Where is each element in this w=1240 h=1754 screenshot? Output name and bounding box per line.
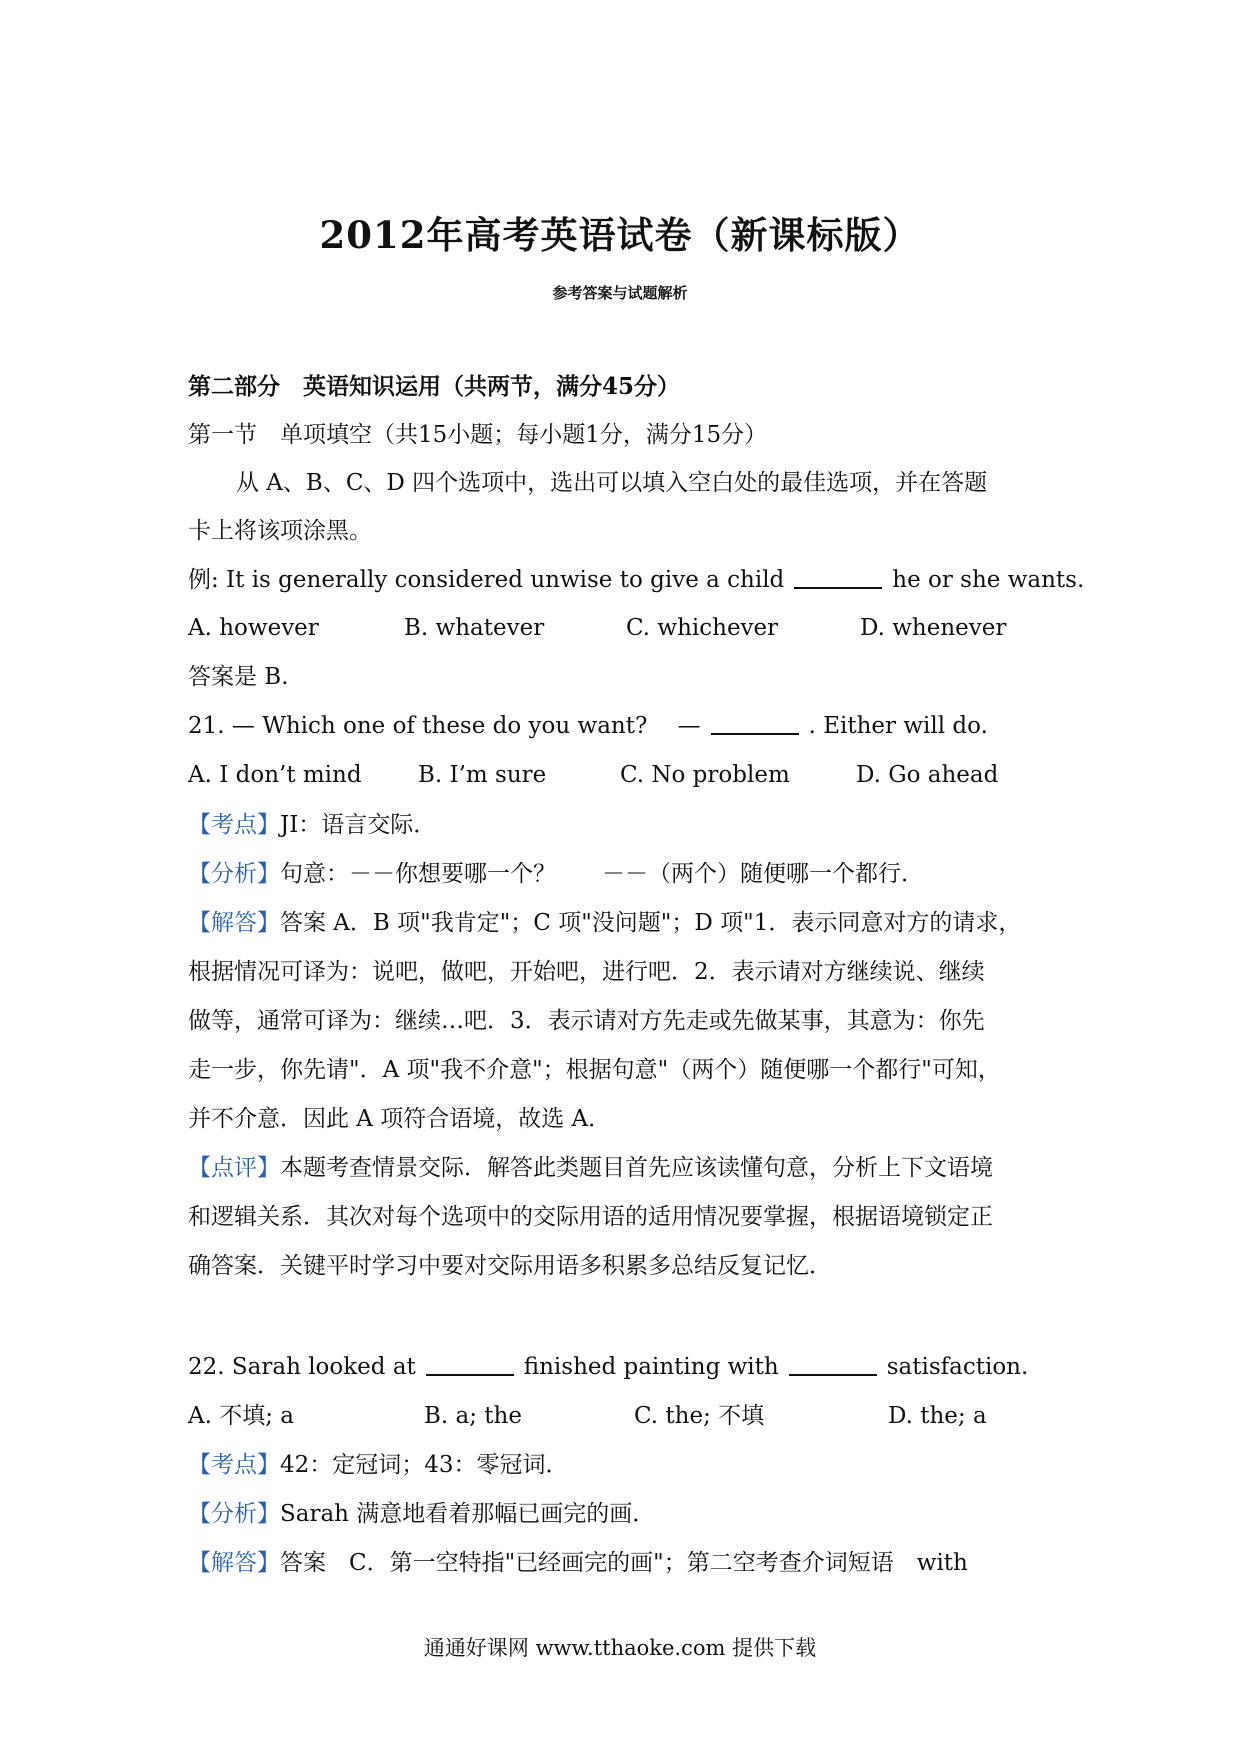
q21-jieda-line-2: 根据情况可译为：说吧，做吧，开始吧，进行吧．2．表示请对方继续说、继续 — [188, 959, 985, 985]
q22-stem-part2: finished painting with — [523, 1354, 779, 1380]
answer-blank — [789, 1374, 877, 1376]
answer-blank — [426, 1374, 514, 1376]
q22-fenxi — [188, 1499, 1058, 1529]
instruction-line-1: 从 A、B、C、D 四个选项中，选出可以填入空白处的最佳选项，并在答题 — [236, 470, 988, 496]
q21-fenxi — [188, 859, 1058, 889]
q21-jieda-line-3: 做等，通常可译为：继续…吧．3．表示请对方先走或先做某事，其意为：你先 — [188, 1008, 985, 1034]
subsection-heading: 第一节 单项填空（共15小题；每小题1分，满分15分） — [188, 422, 768, 448]
q21-dianping-line-1: 本题考查情景交际．解答此类题目首先应该读懂句意，分析上下文语境 — [280, 1155, 993, 1181]
q21-jieda-line-5: 并不介意．因此 A 项符合语境，故选 A． — [188, 1106, 612, 1132]
kaodian-tag: 【考点】 — [188, 1452, 280, 1478]
q22-kaodian — [188, 1450, 1058, 1480]
q22-stem — [188, 1352, 1058, 1382]
example-stem-before: 例: It is generally considered unwise to give a child — [188, 567, 785, 593]
page-footer: 通通好课网 www.tthaoke.com 提供下载 — [423, 1636, 817, 1660]
jieda-tag: 【解答】 — [188, 910, 280, 936]
q21-dianping-line-3: 确答案．关键平时学习中要对交际用语多积累多总结反复记忆． — [188, 1253, 832, 1279]
section-heading: 第二部分 英语知识运用（共两节，满分45分） — [188, 373, 681, 400]
q21-kaodian — [188, 810, 1058, 840]
fenxi-tag: 【分析】 — [188, 861, 280, 887]
q22-jieda-text: 答案 C．第一空特指"已经画完的画"；第二空考查介词短语 with — [280, 1550, 968, 1576]
example-option-b: B. whatever — [404, 615, 545, 641]
jieda-tag: 【解答】 — [188, 1550, 280, 1576]
q21-stem-after: . Either will do. — [808, 713, 988, 739]
q22-fenxi-text: Sarah 满意地看着那幅已画完的画． — [280, 1501, 656, 1527]
q21-dianping-line-2: 和逻辑关系．其次对每个选项中的交际用语的适用情况要掌握，根据语境锁定正 — [188, 1204, 993, 1230]
q21-jieda-line-1: 答案 A．B 项"我肯定"；C 项"没问题"；D 项"1．表示同意对方的请求， — [280, 910, 1022, 936]
q21-option-d: D. Go ahead — [856, 762, 999, 788]
q21-stem-before: 21. — Which one of these do you want? — — [188, 713, 701, 739]
q21-jieda — [188, 908, 1058, 938]
example-answer: 答案是 B. — [188, 664, 289, 690]
page-subtitle: 参考答案与试题解析 — [552, 284, 688, 302]
q21-option-a: A. I don’t mind — [188, 762, 362, 788]
example-option-c: C. whichever — [626, 615, 779, 641]
example-option-a: A. however — [188, 615, 319, 641]
q21-option-c: C. No problem — [620, 762, 790, 788]
q22-stem-part3: satisfaction. — [886, 1354, 1029, 1380]
dianping-tag: 【点评】 — [188, 1155, 280, 1181]
example-stem-after: he or she wants. — [892, 567, 1085, 593]
instruction-line-2: 卡上将该项涂黑。 — [188, 518, 372, 544]
q21-stem — [188, 711, 1058, 741]
example-stem — [188, 565, 1085, 595]
q22-option-d: D. the; a — [888, 1403, 987, 1429]
q21-dianping — [188, 1153, 1058, 1183]
kaodian-tag: 【考点】 — [188, 812, 280, 838]
q21-kaodian-text: JI：语言交际． — [280, 812, 437, 838]
q22-stem-part1: 22. Sarah looked at — [188, 1354, 416, 1380]
q21-option-b: B. I’m sure — [418, 762, 547, 788]
q22-option-c: C. the; 不填 — [634, 1403, 765, 1429]
q21-jieda-line-4: 走一步，你先请"．A 项"我不介意"；根据句意"（两个）随便哪一个都行"可知， — [188, 1057, 1001, 1083]
page-title: 2012年高考英语试卷（新课标版） — [319, 213, 921, 257]
q22-option-b: B. a; the — [424, 1403, 522, 1429]
answer-blank — [711, 733, 799, 735]
q22-option-a: A. 不填; a — [188, 1403, 295, 1429]
fenxi-tag: 【分析】 — [188, 1501, 280, 1527]
q22-jieda — [188, 1548, 1058, 1578]
q21-fenxi-text: 句意：－－你想要哪一个？ －－（两个）随便哪一个都行． — [280, 861, 924, 887]
q22-kaodian-text: 42：定冠词；43：零冠词． — [280, 1452, 569, 1478]
answer-blank — [794, 587, 882, 589]
example-option-d: D. whenever — [860, 615, 1007, 641]
